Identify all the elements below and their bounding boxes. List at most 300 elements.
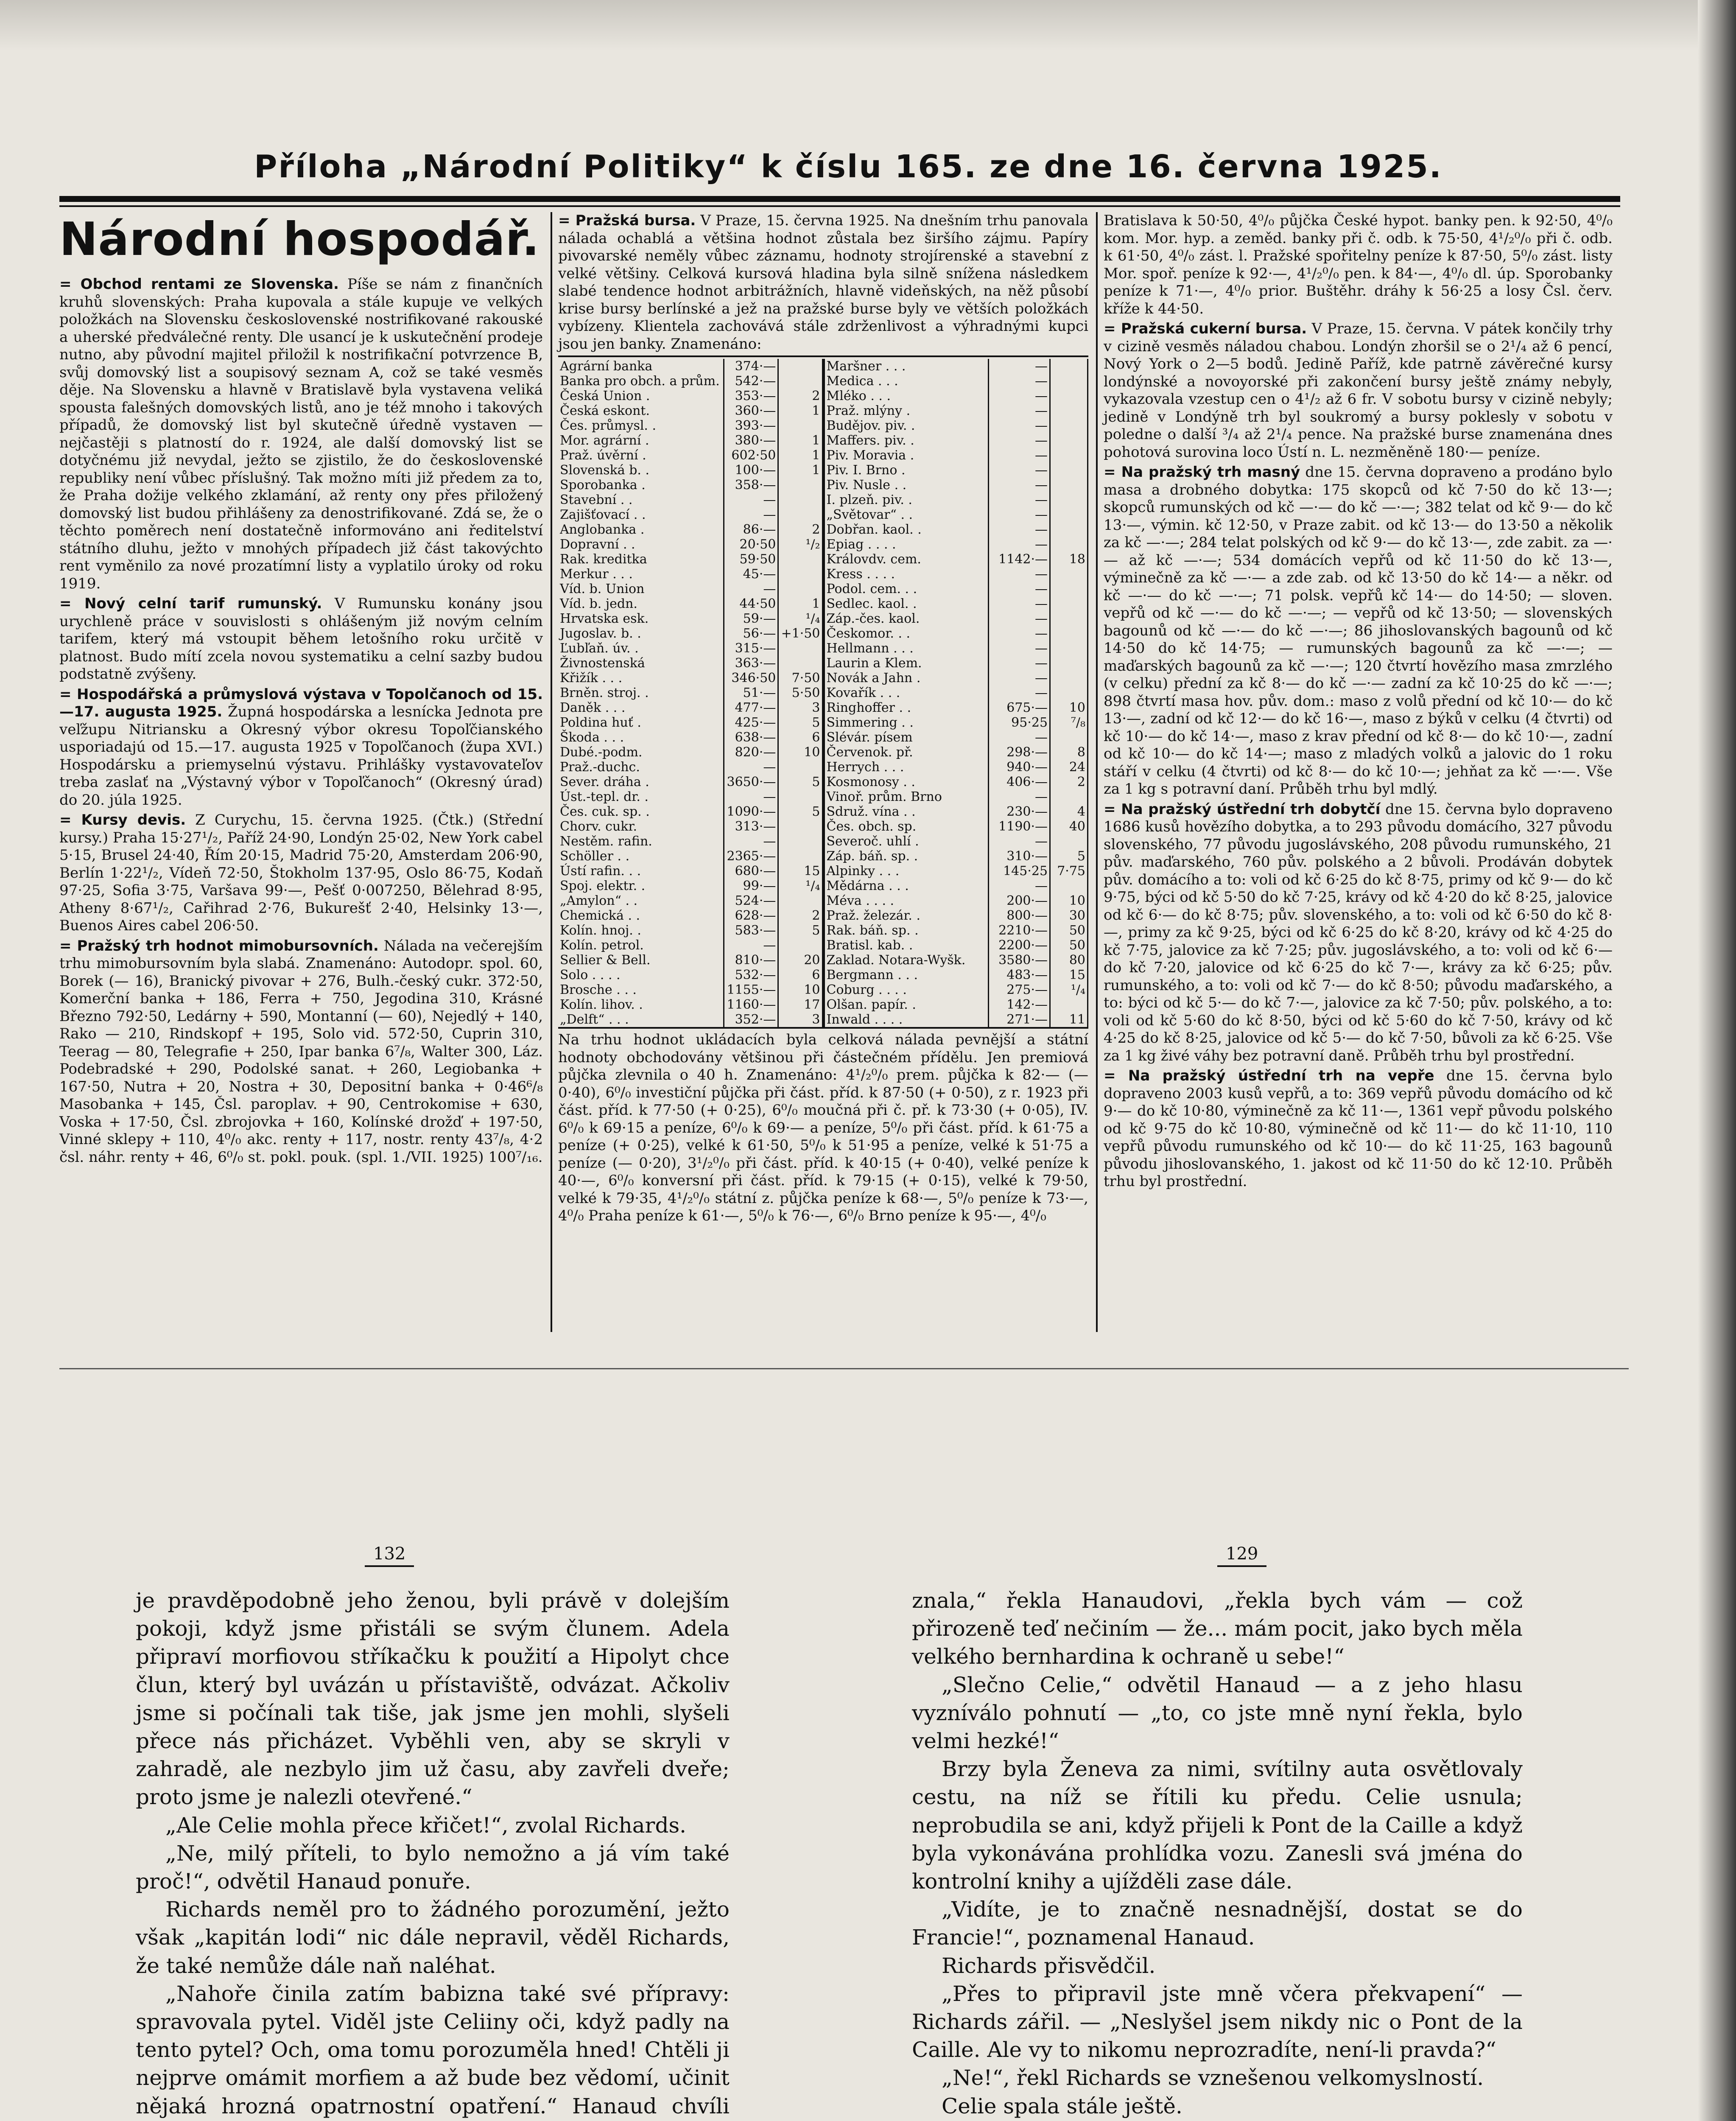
stock-row [558, 745, 822, 760]
article-text: Bratislava k 50·50, 4⁰/₀ půjčka České hypot. banky pen. k 92·50, 4⁰/₀ kom. Mor. hyp. a zeměd. banky při č. odb. k 75·50, 4¹/₂⁰/₀ při č. odb. k 61·50, 4⁰/₀ zást. l. Pražské spořitelny peníze k 87·50, 5⁰/₀ zást. listy Mor. spoř. peníze k 92·—, 4¹/₂⁰/₀ pen. k 84·—, 4⁰/₀ dl. úp. Sporobanky peníze k 71·—, 4⁰/₀ prior. Buštěhr. dráhy k 56·25 a losy Čsl. červ. kříže k 44·50. [1104, 212, 1613, 317]
stock-row [558, 552, 822, 567]
stock-price: — [988, 433, 1050, 448]
stock-row [558, 730, 822, 745]
article-text: V Praze, 15. června. V pátek končily trhy v cizině vesměs náladou chabou. Londýn zhoršil se o 2¹/₄ až 6 pencí, Nový York o 2—5 bodů. Jedině Paříž, kde patrně závěrečné kursy londýnské a novoyorské při zakončení bursy ještě známy nebyly, vykazovala vzestup cen o 4¹/₂ až 6 fr. V sobotu bursy v cizině nebyly; jedině v Londýně trh byl soukromý a bursy poklesly v sobotu v poledne o další ³/₄ až 2¹/₄ pence. Na pražské burse znamenána dnes pohotová surovina loco Ústí n. L. nezměněně 180·— peníze. [1104, 320, 1613, 461]
stock-name: Budějov. piv. . [824, 418, 989, 433]
stock-price: 142·— [988, 997, 1050, 1012]
stock-price: 20·50 [724, 537, 778, 552]
stock-price: 675·— [988, 700, 1050, 715]
stock-price: 298·— [988, 745, 1050, 760]
stock-row [558, 893, 822, 908]
stock-change [1050, 507, 1088, 522]
stock-row [824, 700, 1088, 715]
stock-row [558, 953, 822, 968]
stock-row [824, 819, 1088, 834]
stock-row [558, 686, 822, 700]
stock-change [1050, 671, 1088, 686]
stock-price: 374·— [724, 359, 778, 374]
stock-change [1050, 641, 1088, 656]
stock-row [558, 374, 822, 389]
stock-change: 1 [778, 596, 822, 611]
stock-row [824, 997, 1088, 1012]
stock-price: 51·— [724, 686, 778, 700]
stock-name: Mléko . . . [824, 389, 989, 403]
col3-article [1104, 1067, 1613, 1191]
stock-price: 86·— [724, 522, 778, 537]
stock-price: 56·— [724, 626, 778, 641]
stock-name: Maffers. piv. . [824, 433, 989, 448]
stock-name: Nestěm. rafin. [558, 834, 724, 849]
stock-name: Chorv. cukr. [558, 819, 724, 834]
stock-change [778, 641, 822, 656]
stock-change [778, 374, 822, 389]
stock-change: 1 [778, 448, 822, 463]
stock-row [824, 789, 1088, 804]
stock-name: Novák a Jahn . [824, 671, 989, 686]
stock-price: 602·50 [724, 448, 778, 463]
stock-change: 5 [778, 923, 822, 938]
stock-change [1050, 389, 1088, 403]
stock-price: 358·— [724, 478, 778, 492]
stock-name: Bergmann . . . [824, 968, 989, 982]
stock-name: Brosche . . . [558, 982, 724, 997]
stock-name: Hellmann . . . [824, 641, 989, 656]
stock-row [824, 864, 1088, 879]
stock-change [1050, 789, 1088, 804]
story-paragraph: „Nahoře činila zatím babizna také své přípravy: spravovala pytel. Viděl jste Celiiny oči, když padly na tento pytel? Och, oma tomu porozuměla hned! Chtěli ji nejprve omámit morfiem a až bude bez vědomí, učinit nějaká hrozná opatrnostní opatření.“ Hanaud chvíli [136, 1981, 730, 2118]
page-separator [59, 1368, 1629, 1369]
stock-price: 1142·— [988, 552, 1050, 567]
stock-name: Živnostenská [558, 656, 724, 671]
stock-row [824, 879, 1088, 893]
stock-row [824, 478, 1088, 492]
stock-change: 15 [1050, 968, 1088, 982]
stock-name: Bratisl. kab. . [824, 938, 989, 953]
stock-name: Medica . . . [824, 374, 989, 389]
page-number-left: 132 [365, 1544, 414, 1567]
story-paragraph: „Ale Celie mohla přece křičet!“, zvolal Richards. [165, 1813, 687, 1838]
column-3 [1104, 212, 1613, 1340]
stock-name: Ringhoffer . . [824, 700, 989, 715]
stock-change: 30 [1050, 908, 1088, 923]
stock-price: — [988, 478, 1050, 492]
stock-price: 200·— [988, 893, 1050, 908]
article-text: dne 15. června dopraveno a prodáno bylo masa a drobného dobytka: 175 skopců od kč 7·50 do kč 13·—; skopců rumunských od kč —·— do kč —·—; 382 telat od kč 9·— do kč 13·—, výmin. kč 12·50, v Praze zabit. od kč 13·— do 13·50 a několik za kč —·—; 284 telat polských od kč 9·— do kč 13·—, zde zabit. za —·— až kč —·—; 534 domácích vepřů od kč 11·50 do kč 13·—, výminečně za kč —·— a zde zab. od kč 13·50 do kč 14·— a někr. od kč —·— do kč —·—; 71 polsk. vepřů kč 14·— do 14·50; — sloven. vepřů od kč —·— do kč —·—; — vepřů od kč 13·50; — slovenských bagounů od kč —·— do kč —·—; 86 jihoslovanských bagounů od kč 14·50 do kč 14·75; — rumunských bagounů za kč —·—; — maďarských bagounů za kč —·—; 120 čtvrtí hovězího masa zmrzlého (v celku) přední za kč 8·— do kč —·— zadní za kč 10·25 do kč —·—; 898 čtvrtí masa hov. pův. dom.: maso z volů přední od kč 10·— do kč 13·—, zadní od kč 12·— do kč 16·—, maso z býků v celku (4 čtvrti) od kč 10·— do kč 14·—, maso z krav přední od kč 8·— do kč 10·—, zadní od kč 10·— do kč 14·—; maso z mladých volků a jalovic do 1 roku stáří v celku (4 čtvrti) od kč 8·— do kč 10·—; jehňat za kč —·—. Vše za 1 kg s potravní daní. Průběh trhu byl mdlý. [1104, 464, 1613, 797]
stock-price: 315·— [724, 641, 778, 656]
stock-row [558, 968, 822, 982]
stock-change [778, 359, 822, 374]
stock-change: 10 [778, 982, 822, 997]
stock-change: 1 [778, 463, 822, 478]
masthead-rule [59, 196, 1620, 202]
stock-price: — [988, 374, 1050, 389]
masthead: Příloha „Národní Politiky“ k číslu 165. ze dne 16. června 1925. [254, 148, 1442, 185]
stock-change: 24 [1050, 760, 1088, 775]
stock-row [558, 849, 822, 864]
stock-name: Stavební . . [558, 492, 724, 507]
stock-price: — [988, 641, 1050, 656]
stock-price: 44·50 [724, 596, 778, 611]
stock-change [778, 567, 822, 582]
stock-price: — [988, 463, 1050, 478]
stock-change [778, 507, 822, 522]
stock-price: — [988, 626, 1050, 641]
stock-change [778, 582, 822, 596]
stock-name: Víd. b. jedn. [558, 596, 724, 611]
stock-change: 6 [778, 730, 822, 745]
stock-row [824, 492, 1088, 507]
stock-price: 638·— [724, 730, 778, 745]
stock-row [558, 611, 822, 626]
article-title: = Na pražský ústřední trh dobytčí [1104, 800, 1381, 818]
stock-name: Herrych . . . [824, 760, 989, 775]
stock-row [558, 418, 822, 433]
stock-name: Slévár. písem [824, 730, 989, 745]
stock-name: Merkur . . . [558, 567, 724, 582]
stock-name: Praž.-duchc. [558, 760, 724, 775]
stock-change [778, 789, 822, 804]
stock-price: — [988, 656, 1050, 671]
stock-name: Čes. průmysl. . [558, 418, 724, 433]
story-paragraph: „Ne, milý příteli, to bylo nemožno a já vím také proč!“, odvětil Hanaud ponuře. [136, 1841, 730, 1894]
stock-name: Česká Union . [558, 389, 724, 403]
article-text: Župná hospodárska a lesnícka Jednota pre veľžupu Nitriansku a Okresný výbor okresu Topoľčianského usporiadajú od 15.—17. augusta 1925 v Topoľčanoch (župa XVI.) Hospodársku a priemyselnú výstavu. Prihlášky vystavovateľov treba zaslať na „Výstavný výbor v Topoľčanoch“ (Okresný úrad) do 20. júla 1925. [59, 703, 543, 809]
stock-price: 583·— [724, 923, 778, 938]
stock-name: Hrvatska esk. [558, 611, 724, 626]
stock-name: Praž. železár. . [824, 908, 989, 923]
stock-price: 940·— [988, 760, 1050, 775]
stock-row [558, 403, 822, 418]
stock-row [824, 834, 1088, 849]
article-text: Z Curychu, 15. června 1925. (Čtk.) (Střední kursy.) Praha 15·27¹/₂, Paříž 24·90, Londýn 25·02, New York cabel 5·15, Brusel 24·40, Řím 20·15, Madrid 75·20, Amsterdam 206·90, Berlín 1·22¹/₂, Vídeň 72·50, Štokholm 137·95, Oslo 86·75, Kodaň 97·25, Sofia 3·75, Varšava 99·—, Pešť 0·007250, Bělehrad 8·95, Atheny 8·67¹/₂, Cařihrad 2·76, Bukurešť 2·40, Helsinky 13·—, Buenos Aires cabel 206·50. [59, 811, 543, 934]
stock-change: 7·75 [1050, 864, 1088, 879]
story-paragraph: „Přes to připravil jste mně včera překvapení“ — Richards zářil. — „Neslyšel jsem nikdy nic o Pont de la Caille. Ale vy to nikomu neprozradíte, není-li pravda?“ [912, 1981, 1523, 2062]
stock-price: — [724, 492, 778, 507]
story-paragraph: Celie spala stále ještě. [942, 2093, 1182, 2118]
stock-name: Kovařík . . . [824, 686, 989, 700]
stock-change [1050, 879, 1088, 893]
stock-row [824, 849, 1088, 864]
stock-change [1050, 626, 1088, 641]
stock-name: Škoda . . . [558, 730, 724, 745]
stock-name: Sdruž. vína . . [824, 804, 989, 819]
stock-price: — [988, 879, 1050, 893]
stock-row [824, 582, 1088, 596]
stock-row [558, 567, 822, 582]
stock-name: Agrární banka [558, 359, 724, 374]
stock-name: Daněk . . . [558, 700, 724, 715]
stock-change [1050, 492, 1088, 507]
stock-price: — [988, 403, 1050, 418]
article-text: Píše se nám z finančních kruhů slovenských: Praha kupovala a stále kupuje ve velkých položkách na Slovensku československé nostrifikované rakouské a uherské předválečné renty. Dle usancí je k uskutečnění prodeje nutno, aby původní majitel přiložil k nostrifikační potvrzence B, svůj domovský list a soupisový seznam A, což se také vesměs děje. Na Slovensku a hlavně v Bratislavě byla vystavena veliká spousta falešných domovských listů, ano je též mnoho i takových případů, že domovský list byl skutečně úředně vystaven — nejčastěji s platností do r. 1924, ale další domovský list se dotyčnému již nevydal, ježto se zjistilo, že do československé republiky není vůbec příslušný. Tak možno míti již předem za to, že Praha dožije velkého zklamání, až renty ony přes přiložený domovský list budou přihlášeny za denostrifikované. Zdá se, že o těchto poměrech není dostatečně informováno ani ředitelství státního dluhu, ježto v mnohých případech již část takovýchto rent vyměnilo za nové prozatímní listy a vyplatilo úroky od roku 1919. [59, 276, 543, 592]
stock-row [558, 522, 822, 537]
stock-change: 5·50 [778, 686, 822, 700]
stock-price: 406·— [988, 775, 1050, 789]
stock-row [824, 389, 1088, 403]
stock-change: 10 [1050, 700, 1088, 715]
stock-name: Dobřan. kaol. . [824, 522, 989, 537]
stock-price: — [988, 492, 1050, 507]
stock-price: — [988, 730, 1050, 745]
stock-row [558, 626, 822, 641]
col3-article [1104, 212, 1613, 318]
stock-price: — [988, 389, 1050, 403]
stock-name: Piv. Moravia . [824, 448, 989, 463]
stock-table-right [823, 359, 1089, 1027]
col1-article [59, 811, 543, 935]
stock-price: — [988, 582, 1050, 596]
stock-price: 425·— [724, 715, 778, 730]
page-number-right: 129 [1217, 1544, 1266, 1567]
story-paragraph: „Slečno Celie,“ odvětil Hanaud — a z jeho hlasu vyzníválo pohnutí — „to, co jste mně nyní řekla, bylo velmi hezké!“ [912, 1672, 1523, 1754]
article-text: dne 15. června bylo dopraveno 2003 kusů vepřů, a to: 369 vepřů původu domácího od kč 9·— do kč 10·80, výminečně za kč 11·—, 1361 vepř původu polského od kč 9·75 do kč 10·80, výminečně od kč 11·— do kč 11·10, 110 vepřů původu rumunského od kč 10·— do kč 11·25, 163 bagounů původu jihoslovanského, 1. jakost od kč 11·50 do kč 12·10. Průběh trhu byl prostřední. [1104, 1067, 1613, 1190]
stock-change [1050, 403, 1088, 418]
bonds-paragraph: Na trhu hodnot ukládacích byla celková nálada pevnější a státní hodnoty obchodovány většinou při částečném přídělu. Jen premiová půjčka zlevnila o 40 h. Znamenáno: 4¹/₂⁰/₀ prem. půjčka k 82·— (— 0·40), 6⁰/₀ investiční půjčka při část. příd. k 87·50 (+ 0·50), z r. 1923 při část. příd. k 77·50 (+ 0·25), 6⁰/₀ moučná při č. př. k 73·30 (+ 0·05), IV. 6⁰/₀ k 69·15 a peníze, 6⁰/₀ k 69·— a peníze, 5⁰/₀ při část. příd. k 61·75 a peníze (+ 0·25), velké k 61·50, 5⁰/₀ k 51·95 a peníze, velké k 51·75 a peníze (— 0·20), 3¹/₂⁰/₀ při část. příd. k 40·15 (+ 0·40), velké peníze k 40·—, 6⁰/₀ konversní při část. příd. k 79·15 (+ 0·15), velké k 79·50, velké k 79·35, 4¹/₂⁰/₀ státní z. půjčka peníze k 68·—, 5⁰/₀ peníze k 73·—, 4⁰/₀ Praha peníze k 61·—, 5⁰/₀ k 76·—, 6⁰/₀ Brno peníze k 95·—, 4⁰/₀ [558, 1031, 1088, 1224]
stock-change [1050, 730, 1088, 745]
stock-row [824, 982, 1088, 997]
stock-price: — [988, 686, 1050, 700]
stock-row [824, 775, 1088, 789]
stock-row [824, 686, 1088, 700]
stock-change: 8 [1050, 745, 1088, 760]
stock-name: Záp. báň. sp. . [824, 849, 989, 864]
stock-name: Červenok. př. [824, 745, 989, 760]
stock-change [1050, 463, 1088, 478]
stock-change: 5 [1050, 849, 1088, 864]
article-title: = Hospodářská a průmyslová výstava v Topolčanoch od 15.—17. augusta 1925. [59, 686, 543, 720]
stock-name: Simmering . . [824, 715, 989, 730]
stock-change [1050, 448, 1088, 463]
stock-name: Kosmonosy . . [824, 775, 989, 789]
stock-price: — [988, 507, 1050, 522]
stock-change [1050, 834, 1088, 849]
stock-row [558, 448, 822, 463]
stock-row [824, 938, 1088, 953]
stock-change: ¹/₄ [1050, 982, 1088, 997]
stock-price: — [988, 418, 1050, 433]
stock-change [778, 492, 822, 507]
masthead-rule-thin [59, 205, 1620, 207]
stock-row [558, 641, 822, 656]
stock-row [824, 893, 1088, 908]
stock-change: 7·50 [778, 671, 822, 686]
stock-price: 3580·— [988, 953, 1050, 968]
stock-row [558, 1012, 822, 1027]
stock-change: 1 [778, 433, 822, 448]
stock-price: 2365·— [724, 849, 778, 864]
stock-row [824, 953, 1088, 968]
stock-name: Sever. dráha . [558, 775, 724, 789]
article-text: Nálada na večerejším trhu mimobursovním byla slabá. Znamenáno: Autodopr. spol. 60, Borek (— 16), Branický pivovar + 276, Bulh.-český cukr. 372·50, Komerční banka + 186, Ferra + 750, Jegodina 310, Krásné Březno 792·50, Ledárny + 590, Montanní (— 60), Nejedlý + 140, Rako — 210, Rindskopf + 195, Solo vid. 572·50, Cuprin 310, Teerag — 80, Telegrafie + 250, Ipar banka 6⁷/₈, Walter 300, Láz. Podebradské + 290, Podolské sanat. + 260, Legiobanka + 167·50, Nutra + 20, Nostra + 30, Depositní banka + 0·46⁶/₈ Masobanka + 145, Čsl. paroplav. + 90, Centrokomise + 630, Voska + 17·50, Čsl. zbrojovka + 160, Kolínské drožď + 197·50, Vinné sklepy + 110, 4⁰/₀ akc. renty + 117, nostr. renty 43⁷/₈, 4·2 čsl. náhr. renty + 46, 6⁰/₀ st. pokl. pouk. (spl. 1./VII. 1925) 100⁷/₁₆. [59, 937, 543, 1166]
stock-change [778, 834, 822, 849]
stock-row [558, 908, 822, 923]
stock-row [824, 730, 1088, 745]
stock-name: Sellier & Bell. [558, 953, 724, 968]
stock-row [824, 567, 1088, 582]
article-title: = Pražská cukerní bursa. [1104, 320, 1307, 337]
stock-change [778, 760, 822, 775]
stock-price: 483·— [988, 968, 1050, 982]
stock-price: — [724, 938, 778, 953]
stock-change: 6 [778, 968, 822, 982]
stock-name: „Amylon“ . . [558, 893, 724, 908]
stock-row [558, 359, 822, 374]
stock-price: — [988, 671, 1050, 686]
stock-change [1050, 686, 1088, 700]
stock-row [558, 775, 822, 789]
stock-name: Poldina huť . [558, 715, 724, 730]
stock-price: 2210·— [988, 923, 1050, 938]
stock-change [778, 418, 822, 433]
stock-name: Úst.-tepl. dr. . [558, 789, 724, 804]
stock-name: Vinoř. prům. Brno [824, 789, 989, 804]
stock-name: Praž. mlýny . [824, 403, 989, 418]
stock-name: Piv. Nusle . . [824, 478, 989, 492]
stock-change: 20 [778, 953, 822, 968]
stock-row [558, 982, 822, 997]
stock-name: Sporobanka . [558, 478, 724, 492]
stock-name: Méva . . . . [824, 893, 989, 908]
stock-price: 230·— [988, 804, 1050, 819]
stock-change: 5 [778, 715, 822, 730]
stock-name: Českomor. . . [824, 626, 989, 641]
stock-change: 2 [778, 389, 822, 403]
stock-name: Solo . . . . [558, 968, 724, 982]
stock-price: 352·— [724, 1012, 778, 1027]
stock-change [1050, 478, 1088, 492]
story-paragraph: „Ne!“, řekl Richards se vznešenou velkomyslností. [942, 2065, 1484, 2090]
stock-price: 100·— [724, 463, 778, 478]
stock-price: 275·— [988, 982, 1050, 997]
stock-change: 10 [1050, 893, 1088, 908]
stock-price: — [988, 522, 1050, 537]
stock-change [1050, 656, 1088, 671]
stock-name: Jugoslav. b. . [558, 626, 724, 641]
stock-change [778, 938, 822, 953]
stock-change [1050, 997, 1088, 1012]
article-title: = Na pražský ústřední trh na vepře [1104, 1067, 1434, 1084]
stock-change: 10 [778, 745, 822, 760]
col1-article [59, 595, 543, 683]
stock-name: Ústí rafin. . . [558, 864, 724, 879]
stock-price: 680·— [724, 864, 778, 879]
stock-row [558, 819, 822, 834]
stock-row [824, 537, 1088, 552]
stock-row [558, 433, 822, 448]
stock-price: — [988, 359, 1050, 374]
stock-name: Slovenská b. . [558, 463, 724, 478]
stock-change [778, 478, 822, 492]
stock-name: Anglobanka . [558, 522, 724, 537]
story-paragraph: Richards přisvědčil. [942, 1953, 1156, 1978]
stock-change: ¹/₄ [778, 879, 822, 893]
stock-row [558, 656, 822, 671]
stock-row [824, 448, 1088, 463]
stock-change: ⁷/₈ [1050, 715, 1088, 730]
stock-change [1050, 567, 1088, 582]
stock-price: 800·— [988, 908, 1050, 923]
stock-row [558, 537, 822, 552]
stock-row [824, 596, 1088, 611]
stock-price: 45·— [724, 567, 778, 582]
stock-change: 40 [1050, 819, 1088, 834]
story-paragraph: je pravděpodobně jeho ženou, byli právě v dolejším pokoji, když jsme přistáli se svým člunem. Adela připraví morfiovou stříkačku k použití a Hipolyt chce člun, který byl uvázán u přístaviště, odvázat. Ačkoliv jsme si počínali tak tiše, jak jsme jen mohli, slyšeli přece nás přicházet. Vyběhli ven, aby se skryli v zahradě, ale nezbylo jim už času, aby zavřeli dveře; proto jsme je nalezli otevřené.“ [136, 1588, 730, 1810]
stock-change: 2 [778, 522, 822, 537]
stock-name: Sedlec. kaol. . [824, 596, 989, 611]
stock-row [824, 626, 1088, 641]
stock-price: 477·— [724, 700, 778, 715]
stock-price: 820·— [724, 745, 778, 760]
stock-price: — [724, 507, 778, 522]
stock-price: — [988, 789, 1050, 804]
stock-change [1050, 537, 1088, 552]
stock-row [824, 641, 1088, 656]
stock-change [1050, 374, 1088, 389]
stock-row [824, 1012, 1088, 1027]
stock-change: +1·50 [778, 626, 822, 641]
stock-change: 5 [778, 775, 822, 789]
stock-table-left [558, 359, 823, 1027]
stock-name: Zaklad. Notara-Wyšk. [824, 953, 989, 968]
article-text: dne 15. června bylo dopraveno 1686 kusů hovězího dobytka, a to 293 původu domácího, 327 původu slovenského, 77 původu jugoslávského, 208 původu rumunského, 21 pův. maďarského, 760 pův. polského a 2 bůvoli. Prodáván dobytek pův. domácího a to: voli od kč 6·25 do kč 8·75, primy od kč 9·— do kč 9·75, býci od kč 5·50 do kč 7·25, krávy od kč 4·20 do kč 8·25, jalovice od kč 6·— do kč 8·75; pův. slovenského, a to: voli od kč 6·50 do kč 8·—, primy za kč 9·25, býci od kč 6·25 do kč 8·20, krávy od kč 4·25 do kč 7·75, jalovice za kč 7·25; pův. jugoslávského, a to: voli od kč 6·— do kč 7·20, jalovice od kč 6·25 do kč 7·—, krávy za kč 6·25; pův. rumunského, a to: voli od kč 7·— do kč 8·50; původu maďarského, a to: býci od kč 5·— do kč 7·—, jalovice za kč 7·50; pův. polského, a to: voli od kč 5·60 do kč 8·50, býci od kč 5·60 do kč 7·50, krávy od kč 4·25 do kč 8·25, jalovice od kč 5·— do kč 7·50, bůvoli za kč 6·25. Vše za 1 kg živé váhy bez potravní daně. Průběh trhu byl prostřední. [1104, 800, 1613, 1064]
stock-name: Mor. agrární . [558, 433, 724, 448]
stock-name: Ľubľaň. úv. . [558, 641, 724, 656]
stock-row [824, 908, 1088, 923]
stock-row [558, 760, 822, 775]
stock-row [558, 700, 822, 715]
stock-row [824, 403, 1088, 418]
stock-price: — [988, 448, 1050, 463]
stock-change [778, 849, 822, 864]
stock-change: 17 [778, 997, 822, 1012]
stock-price: — [988, 596, 1050, 611]
column-divider [1096, 212, 1098, 1332]
column-1 [59, 212, 543, 1340]
stock-row [558, 715, 822, 730]
stock-change [1050, 596, 1088, 611]
stock-price: 542·— [724, 374, 778, 389]
stock-price: — [724, 760, 778, 775]
stock-name: Maršner . . . [824, 359, 989, 374]
stock-price: — [724, 834, 778, 849]
stock-row [558, 492, 822, 507]
stock-change [1050, 522, 1088, 537]
stock-change: 5 [778, 804, 822, 819]
stock-name: Kolín. lihov. . [558, 997, 724, 1012]
stock-name: Zajišťovací . . [558, 507, 724, 522]
stock-change: ¹/₄ [778, 611, 822, 626]
article-title: = Na pražský trh masný [1104, 464, 1300, 481]
stock-price: 363·— [724, 656, 778, 671]
stock-name: Víd. b. Union [558, 582, 724, 596]
stock-name: Rak. báň. sp. . [824, 923, 989, 938]
stock-price: 346·50 [724, 671, 778, 686]
stock-change [778, 893, 822, 908]
stock-name: Rak. kreditka [558, 552, 724, 567]
stock-change: 11 [1050, 1012, 1088, 1027]
stock-name: Olšan. papír. . [824, 997, 989, 1012]
stock-name: Praž. úvěrní . [558, 448, 724, 463]
story-paragraph: Brzy byla Ženeva za nimi, svítilny auta osvětlovaly cestu, na níž se řítili ku předu. Celie usnula; neprobudila se ani, když přijeli k Pont de la Caille a když byla vykonávána prohlídka vozu. Zanesli svá jména do kontrolní knihy a ujížděli zase dále. [912, 1757, 1523, 1894]
stock-change [778, 656, 822, 671]
stock-price: 310·— [988, 849, 1050, 864]
stock-row [824, 374, 1088, 389]
story-paragraph: „Vidíte, je to značně nesnadnější, dostat se do Francie!“, poznamenal Hanaud. [912, 1897, 1523, 1950]
bursa-intro [558, 212, 1088, 353]
stock-price: 1160·— [724, 997, 778, 1012]
stock-price: — [724, 789, 778, 804]
stock-row [824, 433, 1088, 448]
